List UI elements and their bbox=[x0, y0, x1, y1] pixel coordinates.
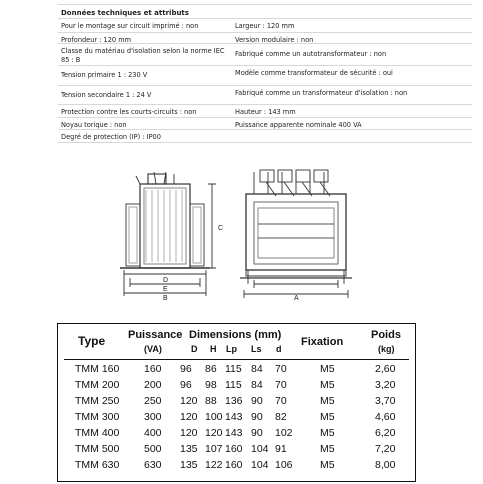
cell-d: 135 bbox=[180, 459, 198, 471]
cell-ls: 84 bbox=[251, 363, 263, 375]
header-ls: Ls bbox=[251, 344, 262, 354]
attribute-left: Tension secondaire 1 : 24 V bbox=[61, 91, 152, 99]
attributes-heading: Données techniques et attributs bbox=[61, 9, 189, 17]
attribute-left: Noyau torique : non bbox=[61, 121, 127, 129]
cell-d: 70 bbox=[275, 395, 287, 407]
attribute-row bbox=[58, 18, 472, 33]
header-lp: Lp bbox=[226, 344, 237, 354]
attribute-right bbox=[235, 130, 470, 133]
cell-kg: 4,60 bbox=[375, 411, 396, 423]
dim-label-d: D bbox=[163, 277, 169, 284]
cell-ls: 84 bbox=[251, 379, 263, 391]
attribute-left: Tension primaire 1 : 230 V bbox=[61, 71, 148, 79]
cell-d: 82 bbox=[275, 411, 287, 423]
cell-d: 120 bbox=[180, 411, 198, 423]
cell-lp: 115 bbox=[225, 363, 242, 375]
attribute-row bbox=[58, 85, 472, 105]
header-dimensions: Dimensions (mm) bbox=[189, 329, 282, 341]
cell-d: 102 bbox=[275, 427, 293, 439]
cell-h: 86 bbox=[205, 363, 217, 375]
cell-lp: 160 bbox=[225, 459, 243, 471]
cell-d: 96 bbox=[180, 363, 192, 375]
cell-type: TMM 630 bbox=[75, 459, 120, 471]
cell-h: 107 bbox=[205, 443, 223, 455]
cell-d: 120 bbox=[180, 427, 198, 439]
cell-type: TMM 400 bbox=[75, 427, 120, 439]
cell-h: 120 bbox=[205, 427, 223, 439]
attribute-right: Fabriqué comme un transformateur d'isolation : non bbox=[235, 89, 408, 97]
attribute-right: Modèle comme transformateur de sécurité : oui bbox=[235, 69, 393, 77]
cell-d: 106 bbox=[275, 459, 293, 471]
transformer-technical-drawing bbox=[108, 166, 358, 306]
cell-h: 88 bbox=[205, 395, 217, 407]
cell-va: 200 bbox=[144, 379, 162, 391]
cell-d: 96 bbox=[180, 379, 192, 391]
attribute-left: Pour le montage sur circuit imprimé : non bbox=[61, 22, 199, 30]
dim-label-b: B bbox=[163, 295, 168, 302]
cell-va: 400 bbox=[144, 427, 162, 439]
attribute-row bbox=[58, 129, 472, 143]
cell-ls: 90 bbox=[251, 411, 263, 423]
cell-fix: M5 bbox=[320, 379, 335, 391]
cell-h: 122 bbox=[205, 459, 223, 471]
attribute-left: Classe du matériau d'isolation selon la norme IEC 85 : B bbox=[61, 47, 225, 64]
attribute-left: Profondeur : 120 mm bbox=[61, 36, 132, 44]
header-type: Type bbox=[78, 334, 106, 348]
cell-fix: M5 bbox=[320, 459, 335, 471]
cell-h: 98 bbox=[205, 379, 217, 391]
attribute-row bbox=[58, 43, 472, 66]
cell-lp: 143 bbox=[225, 411, 243, 423]
header-puissance-unit: (VA) bbox=[144, 344, 162, 354]
cell-type: TMM 250 bbox=[75, 395, 120, 407]
cell-d: 70 bbox=[275, 363, 287, 375]
dim-label-a: A bbox=[294, 295, 299, 302]
cell-va: 300 bbox=[144, 411, 162, 423]
divider bbox=[58, 4, 472, 5]
cell-kg: 2,60 bbox=[375, 363, 396, 375]
cell-lp: 115 bbox=[225, 379, 242, 391]
header-divider bbox=[64, 359, 409, 360]
cell-lp: 160 bbox=[225, 443, 243, 455]
cell-lp: 136 bbox=[225, 395, 243, 407]
table-row bbox=[58, 427, 415, 441]
table-row bbox=[58, 379, 415, 393]
cell-d: 135 bbox=[180, 443, 198, 455]
cell-d: 91 bbox=[275, 443, 287, 455]
attribute-right: Puissance apparente nominale 400 VA bbox=[235, 121, 362, 129]
attribute-right: Fabriqué comme un autotransformateur : non bbox=[235, 50, 387, 58]
cell-d: 120 bbox=[180, 395, 198, 407]
header-h: H bbox=[210, 344, 217, 354]
dim-label-e: E bbox=[163, 286, 168, 293]
attribute-right: Version modulaire : non bbox=[235, 36, 314, 44]
header-poids: Poids bbox=[371, 329, 401, 341]
cell-va: 250 bbox=[144, 395, 162, 407]
cell-va: 160 bbox=[144, 363, 162, 375]
cell-ls: 90 bbox=[251, 427, 263, 439]
table-row bbox=[58, 395, 415, 409]
table-row bbox=[58, 459, 415, 473]
cell-kg: 3,70 bbox=[375, 395, 396, 407]
header-d: D bbox=[191, 344, 198, 354]
cell-ls: 104 bbox=[251, 459, 269, 471]
attribute-row bbox=[58, 65, 472, 86]
cell-fix: M5 bbox=[320, 411, 335, 423]
attribute-row bbox=[58, 104, 472, 118]
cell-kg: 3,20 bbox=[375, 379, 396, 391]
header-puissance: Puissance bbox=[128, 329, 183, 341]
header-d-small: d bbox=[276, 344, 282, 354]
attribute-right: Hauteur : 143 mm bbox=[235, 108, 296, 116]
cell-h: 100 bbox=[205, 411, 223, 423]
cell-type: TMM 300 bbox=[75, 411, 120, 423]
cell-va: 500 bbox=[144, 443, 162, 455]
cell-kg: 8,00 bbox=[375, 459, 396, 471]
table-row bbox=[58, 411, 415, 425]
cell-ls: 90 bbox=[251, 395, 263, 407]
cell-kg: 6,20 bbox=[375, 427, 396, 439]
specifications-table bbox=[57, 323, 416, 482]
cell-fix: M5 bbox=[320, 363, 335, 375]
cell-d: 70 bbox=[275, 379, 287, 391]
attributes-section bbox=[58, 0, 472, 174]
dim-label-c: C bbox=[218, 225, 224, 232]
cell-type: TMM 200 bbox=[75, 379, 120, 391]
divider bbox=[58, 142, 472, 143]
cell-kg: 7,20 bbox=[375, 443, 396, 455]
cell-type: TMM 500 bbox=[75, 443, 120, 455]
cell-fix: M5 bbox=[320, 395, 335, 407]
header-fixation: Fixation bbox=[301, 336, 344, 348]
header-poids-unit: (kg) bbox=[378, 344, 395, 354]
attribute-right: Largeur : 120 mm bbox=[235, 22, 295, 30]
cell-type: TMM 160 bbox=[75, 363, 120, 375]
cell-fix: M5 bbox=[320, 427, 335, 439]
table-row bbox=[58, 363, 415, 377]
table-row bbox=[58, 443, 415, 457]
attribute-left: Protection contre les courts-circuits : non bbox=[61, 108, 197, 116]
cell-va: 630 bbox=[144, 459, 162, 471]
attribute-left: Degré de protection (IP) : IP00 bbox=[61, 133, 161, 141]
cell-lp: 143 bbox=[225, 427, 243, 439]
cell-fix: M5 bbox=[320, 443, 335, 455]
cell-ls: 104 bbox=[251, 443, 269, 455]
transformer-front-view bbox=[240, 170, 352, 298]
